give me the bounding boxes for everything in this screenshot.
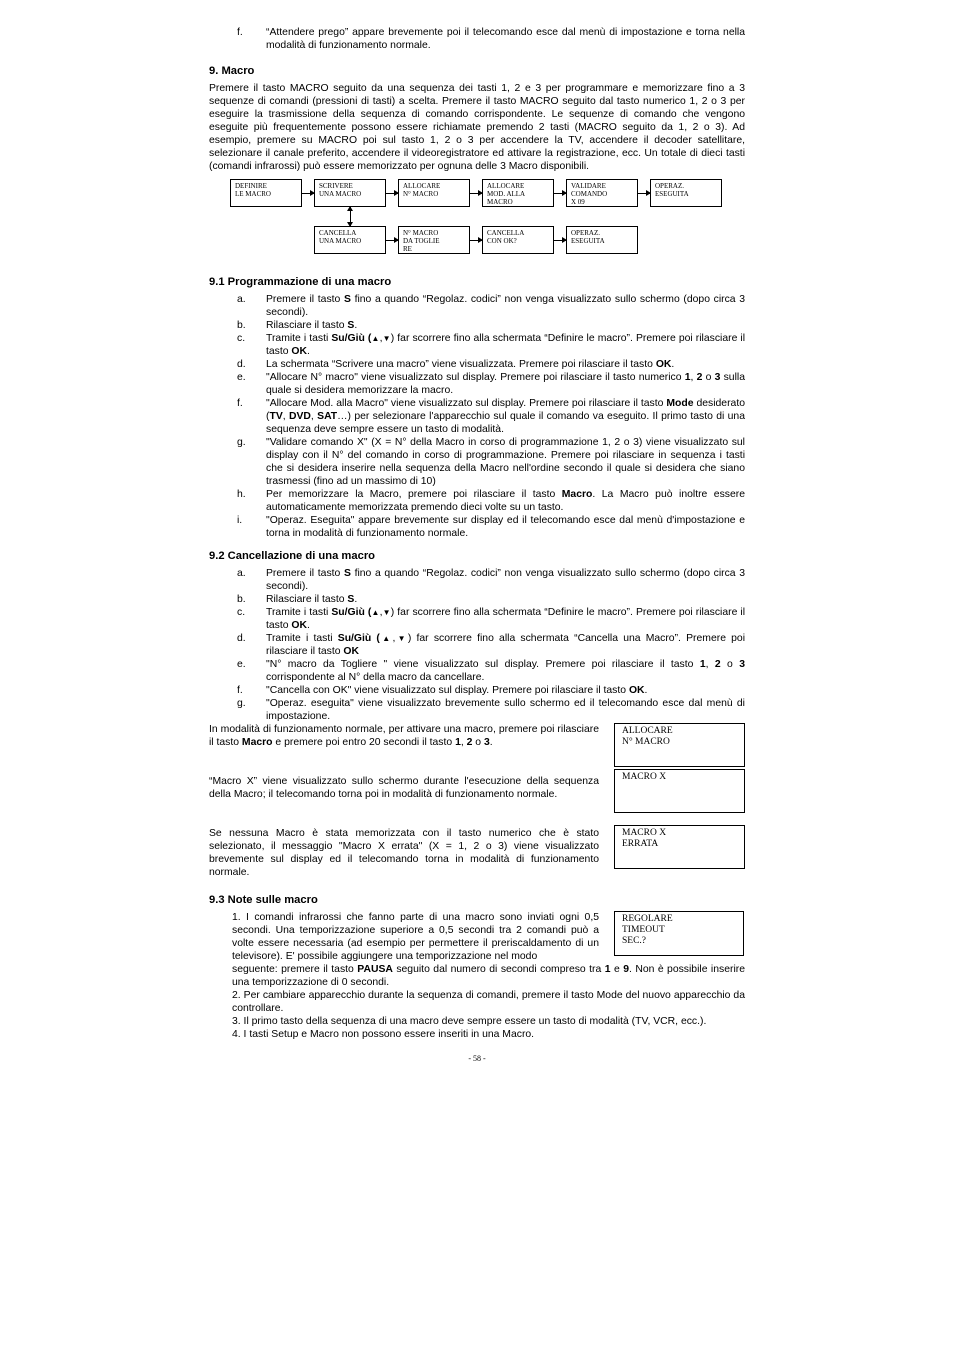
list-item-text: La schermata “Scrivere una macro” viene visualizzata. Premere poi rilasciare il tasto OK. <box>266 359 675 370</box>
intro-item-label: f. <box>237 27 243 38</box>
flow-box-allocare-n: ALLOCARE N° MACRO <box>398 179 470 207</box>
usage-paragraph: In modalità di funzionamento normale, per attivare una macro, premere poi rilasciare il tasto Macro e premere poi entro 20 secondi il tasto 1, 2 o 3. <box>209 724 599 748</box>
list-item: c. Tramite i tasti Su/Giù (▲,▼) far scorrere fino alla schermata “Definire le macro”. Premere poi rilasciare il tasto OK. <box>237 333 746 357</box>
note-4: 4. I tasti Setup e Macro non possono essere inseriti in una Macro. <box>232 1029 535 1040</box>
list-item: i. "Operaz. Eseguita" appare brevemente sur display ed il telecomando esce dal menù d'impostazione e torna in modalità di funzionamento normale. <box>237 515 745 539</box>
flow-arrow <box>554 193 566 194</box>
list-item-text: "Validare comando X" (X = N° della Macro in corso di programmazione 1, 2 o 3) viene visualizzato sul display con il N° del comando in corso di programmazione. Premere poi rilasciare in sequenza i tasti che si desidera inserire nella sequenza della Macro nell'ordine secondo il quale si desidera che siano trasmessi (fino ad un massimo di 10) <box>266 437 745 487</box>
flow-box-cancella-ok: CANCELLA CON OK? <box>482 226 554 254</box>
lcd-display-timeout: REGOLARE TIMEOUT SEC.? <box>614 911 744 956</box>
list-item-text: Premere il tasto S fino a quando “Regolaz. codici” non venga visualizzato sullo schermo (dopo circa 3 secondi). <box>266 568 745 592</box>
list-item-text: Per memorizzare la Macro, premere poi rilasciare il tasto Macro. La Macro può inoltre essere automaticamente memorizzata premendo dieci volte su un tasto. <box>266 489 745 513</box>
list-item-text: "Operaz. Eseguita" appare brevemente sur display ed il telecomando esce dal menù d'impostazione e torna in modalità di funzionamento normale. <box>266 515 745 539</box>
list-item-text: Rilasciare il tasto S. <box>266 320 358 331</box>
flow-arrow <box>638 193 650 194</box>
lcd-display-macro-errata: MACRO X ERRATA <box>614 825 745 869</box>
list-item: h. Per memorizzare la Macro, premere poi rilasciare il tasto Macro. La Macro può inoltre essere automaticamente memorizzata premendo dieci volte su un tasto. <box>237 489 745 513</box>
list-item-text: Tramite i tasti Su/Giù (▲,▼) far scorrere fino alla schermata “Cancella una Macro”. Premere poi rilasciare il tasto OK <box>266 633 746 657</box>
prog-steps <box>209 293 745 540</box>
flow-box-definire: DEFINIRE LE MACRO <box>230 179 302 207</box>
intro-item-text: “Attendere prego” appare brevemente poi il telecomando esce dal menù di impostazione e torna nella modalità di funzionamento normale. <box>266 27 745 51</box>
section-title-macro: 9. Macro <box>209 65 255 77</box>
list-item: c. Tramite i tasti Su/Giù (▲,▼) far scorrere fino alla schermata “Definire le macro”. Premere poi rilasciare il tasto OK. <box>237 607 746 631</box>
macro-flow-diagram <box>209 179 745 263</box>
list-item: d. La schermata “Scrivere una macro” viene visualizzata. Premere poi rilasciare il tasto OK. <box>237 359 675 370</box>
note-3: 3. Il primo tasto della sequenza di una macro deve sempre essere un tasto di modalità (TV, VCR, ecc.). <box>232 1016 707 1027</box>
usage-paragraph: “Macro X” viene visualizzato sullo schermo durante l'esecuzione della sequenza della Macro; il telecomando torna poi in modalità di funzionamento normale. <box>209 776 599 800</box>
section-title-prog: 9.1 Programmazione di una macro <box>209 276 392 288</box>
flow-box-validare: VALIDARE COMANDO X 09 <box>566 179 638 207</box>
list-item: g. "Validare comando X" (X = N° della Macro in corso di programmazione 1, 2 o 3) viene visualizzato sul display con il N° del comando in corso di programmazione. Premere poi rilasciare in sequenza i tasti che si desidera inserire nella sequenza della Macro nell'ordine secondo il quale si desidera che siano trasmessi (fino ad un massimo di 10) <box>237 437 745 487</box>
list-item: b. Rilasciare il tasto S. <box>237 594 358 605</box>
section-title-notes: 9.3 Note sulle macro <box>209 894 318 906</box>
list-item: f. "Cancella con OK" viene visualizzato sul display. Premere poi rilasciare il tasto OK. <box>237 685 648 696</box>
usage-block-3 <box>209 827 745 893</box>
flow-box-eseguita-1: OPERAZ. ESEGUITA <box>650 179 722 207</box>
list-item: a. Premere il tasto S fino a quando “Regolaz. codici” non venga visualizzato sullo schermo (dopo circa 3 secondi). <box>237 568 745 592</box>
flow-box-scrivere: SCRIVERE UNA MACRO <box>314 179 386 207</box>
list-item: a. Premere il tasto S fino a quando “Regolaz. codici” non venga visualizzato sullo schermo (dopo circa 3 secondi). <box>237 294 745 318</box>
page-number: - 58 - <box>468 1054 486 1063</box>
list-item: d. Tramite i tasti Su/Giù (▲,▼) far scorrere fino alla schermata “Cancella una Macro”. Premere poi rilasciare il tasto OK <box>237 633 746 657</box>
list-item: g. "Operaz. eseguita" viene visualizzato brevemente sullo schermo ed il telecomando esce dal menù di impostazione. <box>237 698 745 722</box>
lcd-display-allocare: ALLOCARE N° MACRO <box>614 723 745 767</box>
note-1b: seguente: premere il tasto PAUSA seguito dal numero di secondi compreso tra 1 e 9. Non è possibile inserire una temporizzazione di 0 secondi. <box>232 964 746 988</box>
list-item: f. "Allocare Mod. alla Macro" viene visualizzato sul display. Premere poi rilasciare il tasto Mode desiderato (TV, DVD, SAT…) per selezionare l'apparecchio sul quale il comando va eseguito. Il primo tasto di una sequenza deve sempre essere un tasto di modalità. <box>237 398 745 435</box>
flow-arrow <box>554 240 566 241</box>
list-item-text: Rilasciare il tasto S. <box>266 594 358 605</box>
note-1a: 1. I comandi infrarossi che fanno parte di una macro sono inviati ogni 0,5 secondi. Una temporizzazione superiore a 0,5 secondi tra 2 comandi può a volte essere necessaria (ad esempio per permettere il preriscaldamento di un televisore). E' possibile aggiungere una temporizzazione nel modo <box>232 912 599 962</box>
macro-paragraph: Premere il tasto MACRO seguito da una sequenza dei tasti 1, 2 e 3 per programmare e memorizzare fino a 3 sequenze di comandi (pressioni di tasti) a scelta. Premere il tasto MACRO seguito dal tasto numerico 1, 2 o 3 per eseguire la trasmissione della sequenza di comando corrispondente. Le sequenze di comando che vengono eseguite più frequentemente possono essere richiamate premendo 2 tasti (MACRO seguito da 1, 2 o 3). Ad esempio, premere su MACRO poi sul tasto 1, 2 o 3 per accendere la TV, accendere il decoder satellitare, selezionare il canale preferito, accendere il videoregistratore ed attivare la registrazione, ecc. Un totale di dieci tasti (comandi infrarossi) può essere memorizzato per ognuna delle 3 Macro disponibili. <box>209 83 745 172</box>
list-item-text: Tramite i tasti Su/Giù (▲,▼) far scorrere fino alla schermata “Definire le macro”. Premere poi rilasciare il tasto OK. <box>266 607 746 631</box>
usage-block-1 <box>209 723 745 775</box>
document-page <box>209 26 745 1041</box>
list-item-text: "Operaz. eseguita" viene visualizzato brevemente sullo schermo ed il telecomando esce dal menù di impostazione. <box>266 698 745 722</box>
section-title-del: 9.2 Cancellazione di una macro <box>209 550 376 562</box>
list-item-text: "Cancella con OK" viene visualizzato sul display. Premere poi rilasciare il tasto OK. <box>266 685 648 696</box>
list-item: e. "N° macro da Togliere " viene visualizzato sul display. Premere poi rilasciare il tasto 1, 2 o 3 corrispondente al N° della macro da cancellare. <box>237 659 745 683</box>
usage-paragraph: Se nessuna Macro è stata memorizzata con il tasto numerico che è stato selezionato, il messaggio "Macro X errata" (X = 1, 2 o 3) viene visualizzato brevemente sul display ed il telecomando torna in modalità di funzionamento normale. <box>209 828 599 878</box>
flow-vertical-arrow <box>350 207 351 226</box>
notes-block <box>209 911 745 1041</box>
list-item-text: "Allocare Mod. alla Macro" viene visualizzato sul display. Premere poi rilasciare il tasto Mode desiderato (TV, DVD, SAT…) per selezionare l'apparecchio sul quale il comando va eseguito. Il primo tasto di una sequenza deve sempre essere un tasto di modalità. <box>266 398 745 435</box>
flow-arrow <box>386 193 398 194</box>
flow-arrow <box>470 240 482 241</box>
list-item-text: Premere il tasto S fino a quando “Regolaz. codici” non venga visualizzato sullo schermo (dopo circa 3 secondi). <box>266 294 745 318</box>
list-item-text: "Allocare N° macro" viene visualizzato sul display. Premere poi rilasciare il tasto numerico 1, 2 o 3 sulla quale si desidera memorizzare la macro. <box>266 372 745 396</box>
intro-item <box>209 26 745 52</box>
list-item: e. "Allocare N° macro" viene visualizzato sul display. Premere poi rilasciare il tasto numerico 1, 2 o 3 sulla quale si desidera memorizzare la macro. <box>237 372 745 396</box>
flow-arrow <box>302 193 314 194</box>
flow-arrow <box>386 240 398 241</box>
flow-arrow <box>470 193 482 194</box>
flow-box-n-macro-togliere: N° MACRO DA TOGLIE RE <box>398 226 470 254</box>
note-2: 2. Per cambiare apparecchio durante la sequenza di comandi, premere il tasto Mode del nuovo apparecchio da controllare. <box>232 990 745 1014</box>
flow-box-eseguita-2: OPERAZ. ESEGUITA <box>566 226 638 254</box>
flow-box-allocare-mod: ALLOCARE MOD. ALLA MACRO <box>482 179 554 207</box>
del-steps <box>209 567 745 723</box>
flow-box-cancella: CANCELLA UNA MACRO <box>314 226 386 254</box>
list-item: b. Rilasciare il tasto S. <box>237 320 358 331</box>
list-item-text: Tramite i tasti Su/Giù (▲,▼) far scorrere fino alla schermata “Definire le macro”. Premere poi rilasciare il tasto OK. <box>266 333 746 357</box>
lcd-display-macro-x: MACRO X <box>614 769 745 813</box>
list-item-text: "N° macro da Togliere " viene visualizzato sul display. Premere poi rilasciare il tasto 1, 2 o 3 corrispondente al N° della macro da cancellare. <box>266 659 745 683</box>
usage-block-2 <box>209 772 745 827</box>
